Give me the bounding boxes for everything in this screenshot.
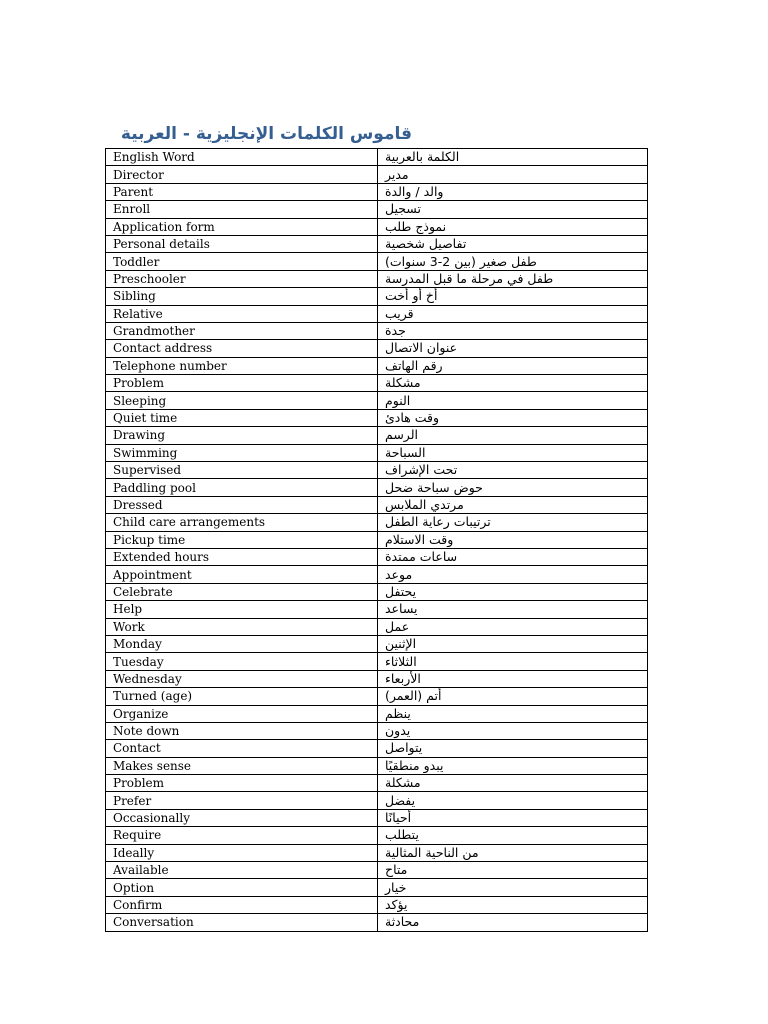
arabic-word-cell <box>378 340 648 357</box>
english-word-cell: Personal details <box>106 235 378 252</box>
arabic-word-text: يبدو منطقيًا <box>385 757 444 773</box>
arabic-word-cell <box>378 809 648 826</box>
arabic-word-text: يساعد <box>385 601 418 617</box>
arabic-word-cell <box>378 792 648 809</box>
arabic-word-text: عمل <box>385 618 410 634</box>
table-row <box>106 462 648 479</box>
table-row <box>106 288 648 305</box>
arabic-word-cell <box>378 462 648 479</box>
english-word-cell: Sleeping <box>106 392 378 409</box>
arabic-word-cell <box>378 253 648 270</box>
table-row <box>106 879 648 896</box>
english-word-cell: Organize <box>106 705 378 722</box>
english-word-cell: Preschooler <box>106 270 378 287</box>
header-cell-english: English Word <box>106 149 378 166</box>
english-word-cell: Enroll <box>106 201 378 218</box>
arabic-word-text: الرسم <box>385 427 418 443</box>
table-row <box>106 392 648 409</box>
arabic-word-cell <box>378 705 648 722</box>
arabic-word-cell <box>378 844 648 861</box>
arabic-word-text: حوض سباحة ضحل <box>385 479 483 495</box>
arabic-word-text: ينظم <box>385 705 411 721</box>
english-word-cell: Quiet time <box>106 409 378 426</box>
arabic-word-cell <box>378 583 648 600</box>
arabic-word-cell <box>378 740 648 757</box>
arabic-word-cell <box>378 357 648 374</box>
arabic-word-cell <box>378 218 648 235</box>
arabic-word-text: أحيانًا <box>385 810 412 826</box>
table-row <box>106 166 648 183</box>
table-row <box>106 514 648 531</box>
arabic-word-text: والد / والدة <box>385 183 444 199</box>
english-word-cell: Prefer <box>106 792 378 809</box>
english-word-cell: Director <box>106 166 378 183</box>
table-row <box>106 427 648 444</box>
english-word-cell: Application form <box>106 218 378 235</box>
arabic-word-cell <box>378 879 648 896</box>
table-row <box>106 444 648 461</box>
table-row <box>106 218 648 235</box>
arabic-word-cell <box>378 548 648 565</box>
arabic-word-cell <box>378 566 648 583</box>
english-word-cell: Toddler <box>106 253 378 270</box>
table-row <box>106 409 648 426</box>
table-row <box>106 740 648 757</box>
arabic-word-text: وقت هادئ <box>385 410 440 426</box>
table-row <box>106 653 648 670</box>
english-word-cell: Grandmother <box>106 322 378 339</box>
table-row <box>106 635 648 652</box>
arabic-word-cell <box>378 531 648 548</box>
table-row <box>106 322 648 339</box>
table-row <box>106 305 648 322</box>
table-row <box>106 862 648 879</box>
english-word-cell: Problem <box>106 375 378 392</box>
english-word-cell: Paddling pool <box>106 479 378 496</box>
table-row <box>106 688 648 705</box>
arabic-word-cell <box>378 601 648 618</box>
arabic-word-cell <box>378 409 648 426</box>
english-word-cell: Child care arrangements <box>106 514 378 531</box>
arabic-word-text: تحت الإشراف <box>385 462 458 478</box>
english-word-cell: Celebrate <box>106 583 378 600</box>
english-word-cell: Makes sense <box>106 757 378 774</box>
header-cell-arabic-container <box>378 149 648 166</box>
arabic-word-cell <box>378 653 648 670</box>
arabic-word-text: السباحة <box>385 444 426 460</box>
arabic-word-text: مدير <box>385 166 409 182</box>
english-word-cell: Conversation <box>106 914 378 931</box>
arabic-word-text: جدة <box>385 323 406 339</box>
arabic-word-text: الثلاثاء <box>385 653 417 669</box>
table-header-row <box>106 149 648 166</box>
table-row <box>106 896 648 913</box>
arabic-word-text: نموذج طلب <box>385 218 447 234</box>
arabic-word-cell <box>378 514 648 531</box>
arabic-word-text: ساعات ممتدة <box>385 549 458 565</box>
table-row <box>106 914 648 931</box>
english-word-cell: Option <box>106 879 378 896</box>
arabic-word-text: أتم (العمر) <box>385 688 442 704</box>
table-row <box>106 583 648 600</box>
table-row <box>106 670 648 687</box>
table-row <box>106 566 648 583</box>
english-word-cell: Contact address <box>106 340 378 357</box>
table-row <box>106 844 648 861</box>
arabic-word-text: يتطلب <box>385 827 419 843</box>
arabic-word-cell <box>378 270 648 287</box>
arabic-word-cell <box>378 496 648 513</box>
arabic-word-cell <box>378 618 648 635</box>
arabic-word-cell <box>378 392 648 409</box>
table-row <box>106 705 648 722</box>
english-word-cell: Parent <box>106 183 378 200</box>
table-row <box>106 479 648 496</box>
english-word-cell: Confirm <box>106 896 378 913</box>
arabic-word-cell <box>378 322 648 339</box>
english-word-cell: Dressed <box>106 496 378 513</box>
arabic-word-text: وقت الاستلام <box>385 531 454 547</box>
english-word-cell: Swimming <box>106 444 378 461</box>
english-word-cell: Ideally <box>106 844 378 861</box>
table-row <box>106 548 648 565</box>
english-word-cell: Problem <box>106 775 378 792</box>
arabic-word-text: تسجيل <box>385 201 421 217</box>
arabic-word-text: ترتيبات رعاية الطفل <box>385 514 491 530</box>
arabic-word-cell <box>378 183 648 200</box>
table-row <box>106 531 648 548</box>
english-word-cell: Telephone number <box>106 357 378 374</box>
english-word-cell: Monday <box>106 635 378 652</box>
table-row <box>106 775 648 792</box>
english-word-cell: Help <box>106 601 378 618</box>
table-row <box>106 827 648 844</box>
arabic-word-cell <box>378 862 648 879</box>
arabic-word-text: يتواصل <box>385 740 423 756</box>
table-row <box>106 183 648 200</box>
arabic-word-cell <box>378 375 648 392</box>
document-title: قاموس الكلمات الإنجليزية - العربية <box>120 124 412 144</box>
arabic-word-cell <box>378 722 648 739</box>
english-word-cell: Note down <box>106 722 378 739</box>
english-word-cell: Relative <box>106 305 378 322</box>
arabic-word-text: موعد <box>385 566 413 582</box>
arabic-word-text: أخ أو أخت <box>385 288 438 304</box>
arabic-word-cell <box>378 201 648 218</box>
arabic-word-cell <box>378 775 648 792</box>
arabic-word-cell <box>378 235 648 252</box>
table-row <box>106 340 648 357</box>
english-word-cell: Work <box>106 618 378 635</box>
arabic-word-text: يفضل <box>385 792 416 808</box>
arabic-word-text: تفاصيل شخصية <box>385 236 467 252</box>
arabic-word-cell <box>378 896 648 913</box>
english-word-cell: Occasionally <box>106 809 378 826</box>
english-word-cell: Wednesday <box>106 670 378 687</box>
english-word-cell: Pickup time <box>106 531 378 548</box>
arabic-word-text: قريب <box>385 305 414 321</box>
english-word-cell: Drawing <box>106 427 378 444</box>
arabic-word-text: خيار <box>385 879 407 895</box>
table-row <box>106 722 648 739</box>
table-row <box>106 757 648 774</box>
english-word-cell: Contact <box>106 740 378 757</box>
arabic-word-text: مشكلة <box>385 775 421 791</box>
arabic-word-cell <box>378 670 648 687</box>
arabic-word-text: طفل صغير (بين 2-3 سنوات) <box>385 253 537 269</box>
table-row <box>106 792 648 809</box>
arabic-word-cell <box>378 688 648 705</box>
arabic-word-text: محادثة <box>385 914 420 930</box>
arabic-word-cell <box>378 305 648 322</box>
header-cell-arabic: الكلمة بالعربية <box>385 149 460 165</box>
arabic-word-cell <box>378 827 648 844</box>
table-row <box>106 601 648 618</box>
table-row <box>106 618 648 635</box>
arabic-word-cell <box>378 635 648 652</box>
english-word-cell: Extended hours <box>106 548 378 565</box>
arabic-word-text: يؤكد <box>385 896 408 912</box>
arabic-word-text: يحتفل <box>385 583 417 599</box>
arabic-word-cell <box>378 427 648 444</box>
arabic-word-text: من الناحية المثالية <box>385 844 479 860</box>
table-row <box>106 357 648 374</box>
english-word-cell: Require <box>106 827 378 844</box>
english-word-cell: Turned (age) <box>106 688 378 705</box>
english-word-cell: Appointment <box>106 566 378 583</box>
table-row <box>106 375 648 392</box>
arabic-word-text: عنوان الاتصال <box>385 340 458 356</box>
arabic-word-text: متاح <box>385 862 408 878</box>
table-row <box>106 496 648 513</box>
arabic-word-cell <box>378 914 648 931</box>
arabic-word-text: النوم <box>385 392 411 408</box>
arabic-word-text: طفل في مرحلة ما قبل المدرسة <box>385 270 554 286</box>
english-word-cell: Supervised <box>106 462 378 479</box>
arabic-word-cell <box>378 444 648 461</box>
vocabulary-table-body <box>106 149 648 932</box>
english-word-cell: Tuesday <box>106 653 378 670</box>
english-word-cell: Sibling <box>106 288 378 305</box>
table-row <box>106 253 648 270</box>
arabic-word-text: مرتدي الملابس <box>385 497 464 512</box>
arabic-word-cell <box>378 757 648 774</box>
vocabulary-table <box>105 148 648 932</box>
table-row <box>106 809 648 826</box>
arabic-word-text: يدون <box>385 723 411 739</box>
arabic-word-text: الإثنين <box>385 636 417 652</box>
arabic-word-text: رقم الهاتف <box>385 357 443 373</box>
table-row <box>106 201 648 218</box>
arabic-word-text: مشكلة <box>385 375 421 391</box>
arabic-word-text: الأربعاء <box>385 670 421 686</box>
arabic-word-cell <box>378 288 648 305</box>
english-word-cell: Available <box>106 862 378 879</box>
arabic-word-cell <box>378 479 648 496</box>
table-row <box>106 270 648 287</box>
table-row <box>106 235 648 252</box>
arabic-word-cell <box>378 166 648 183</box>
